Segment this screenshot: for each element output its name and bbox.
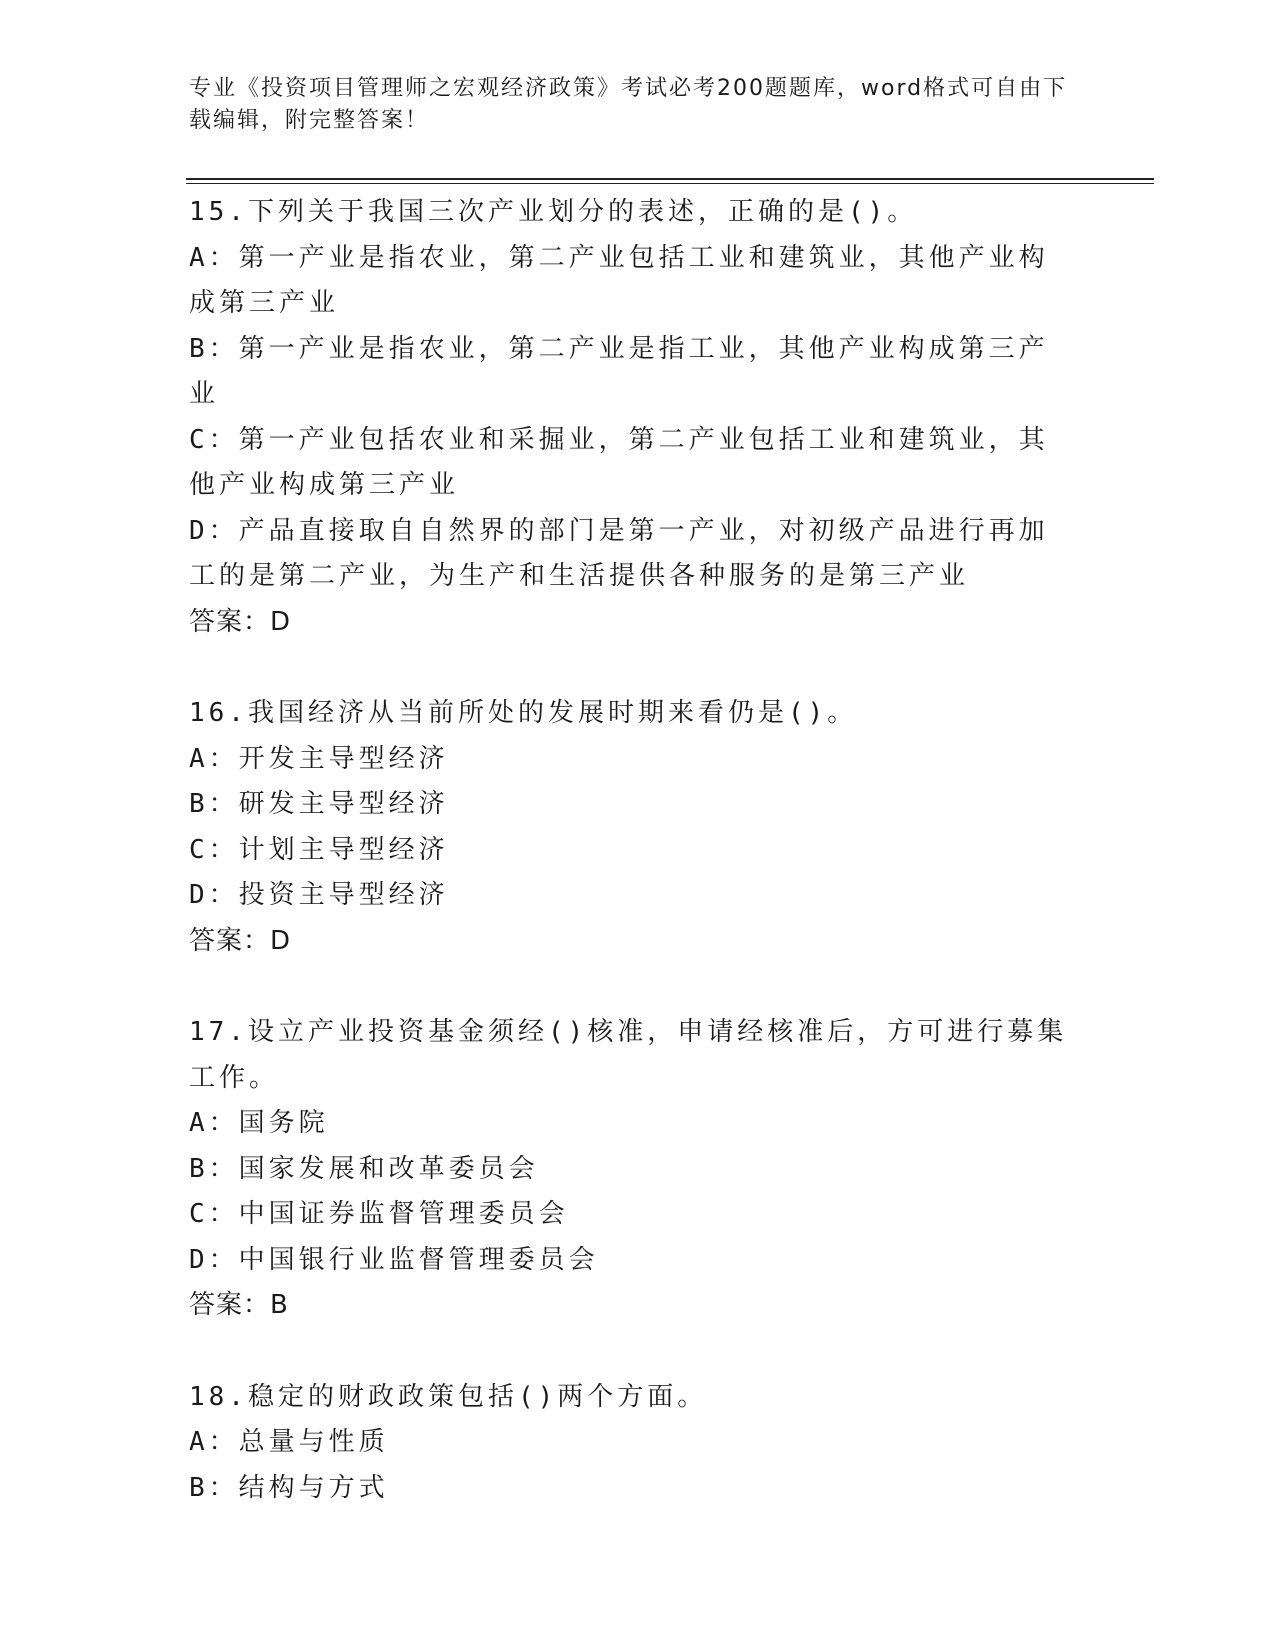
document-header: 专业《投资项目管理师之宏观经济政策》考试必考200题题库，word格式可自由下载编辑，附完整答案！ [189, 76, 1068, 133]
option-a: A：国务院 [189, 1108, 329, 1138]
question-17 [189, 1010, 1069, 1329]
option-c: C：第一产业包括农业和采掘业，第二产业包括工业和建筑业，其他产业构成第三产业 [189, 424, 1049, 500]
option-a: A：开发主导型经济 [189, 743, 449, 774]
option-b: B：研发主导型经济 [189, 789, 449, 819]
option-b: B：结构与方式 [189, 1472, 389, 1503]
question-16 [189, 691, 1069, 964]
option-a: A：第一产业是指农业，第二产业包括工业和建筑业，其他产业构成第三产业 [189, 242, 1049, 318]
question-15 [189, 190, 1069, 645]
option-b: B：国家发展和改革委员会 [189, 1153, 539, 1184]
option-d: D：中国银行业监督管理委员会 [189, 1244, 599, 1275]
question-stem: 18.稳定的财政政策包括()两个方面。 [189, 1381, 708, 1412]
option-c: C：计划主导型经济 [189, 834, 449, 865]
question-stem: 16.我国经济从当前所处的发展时期来看仍是()。 [189, 698, 858, 728]
question-stem: 17.设立产业投资基金须经()核准，申请经核准后，方可进行募集工作。 [189, 1017, 1068, 1093]
option-d: D：产品直接取自自然界的部门是第一产业，对初级产品进行再加工的是第二产业，为生产和生活提供各种服务的是第三产业 [189, 515, 1049, 591]
option-b: B：第一产业是指农业，第二产业是指工业，其他产业构成第三产业 [189, 333, 1049, 409]
header-rule-thin [186, 183, 1154, 184]
answer: 答案：D [189, 925, 292, 956]
question-18 [189, 1375, 1069, 1512]
question-stem: 15.下列关于我国三次产业划分的表述，正确的是()。 [189, 197, 918, 227]
answer: 答案：B [189, 1290, 289, 1320]
question-list [189, 190, 1069, 1557]
header-rule-thick [186, 178, 1154, 180]
option-d: D：投资主导型经济 [189, 880, 449, 910]
option-a: A：总量与性质 [189, 1427, 389, 1457]
option-c: C：中国证券监督管理委员会 [189, 1199, 569, 1229]
answer: 答案：D [189, 606, 292, 637]
